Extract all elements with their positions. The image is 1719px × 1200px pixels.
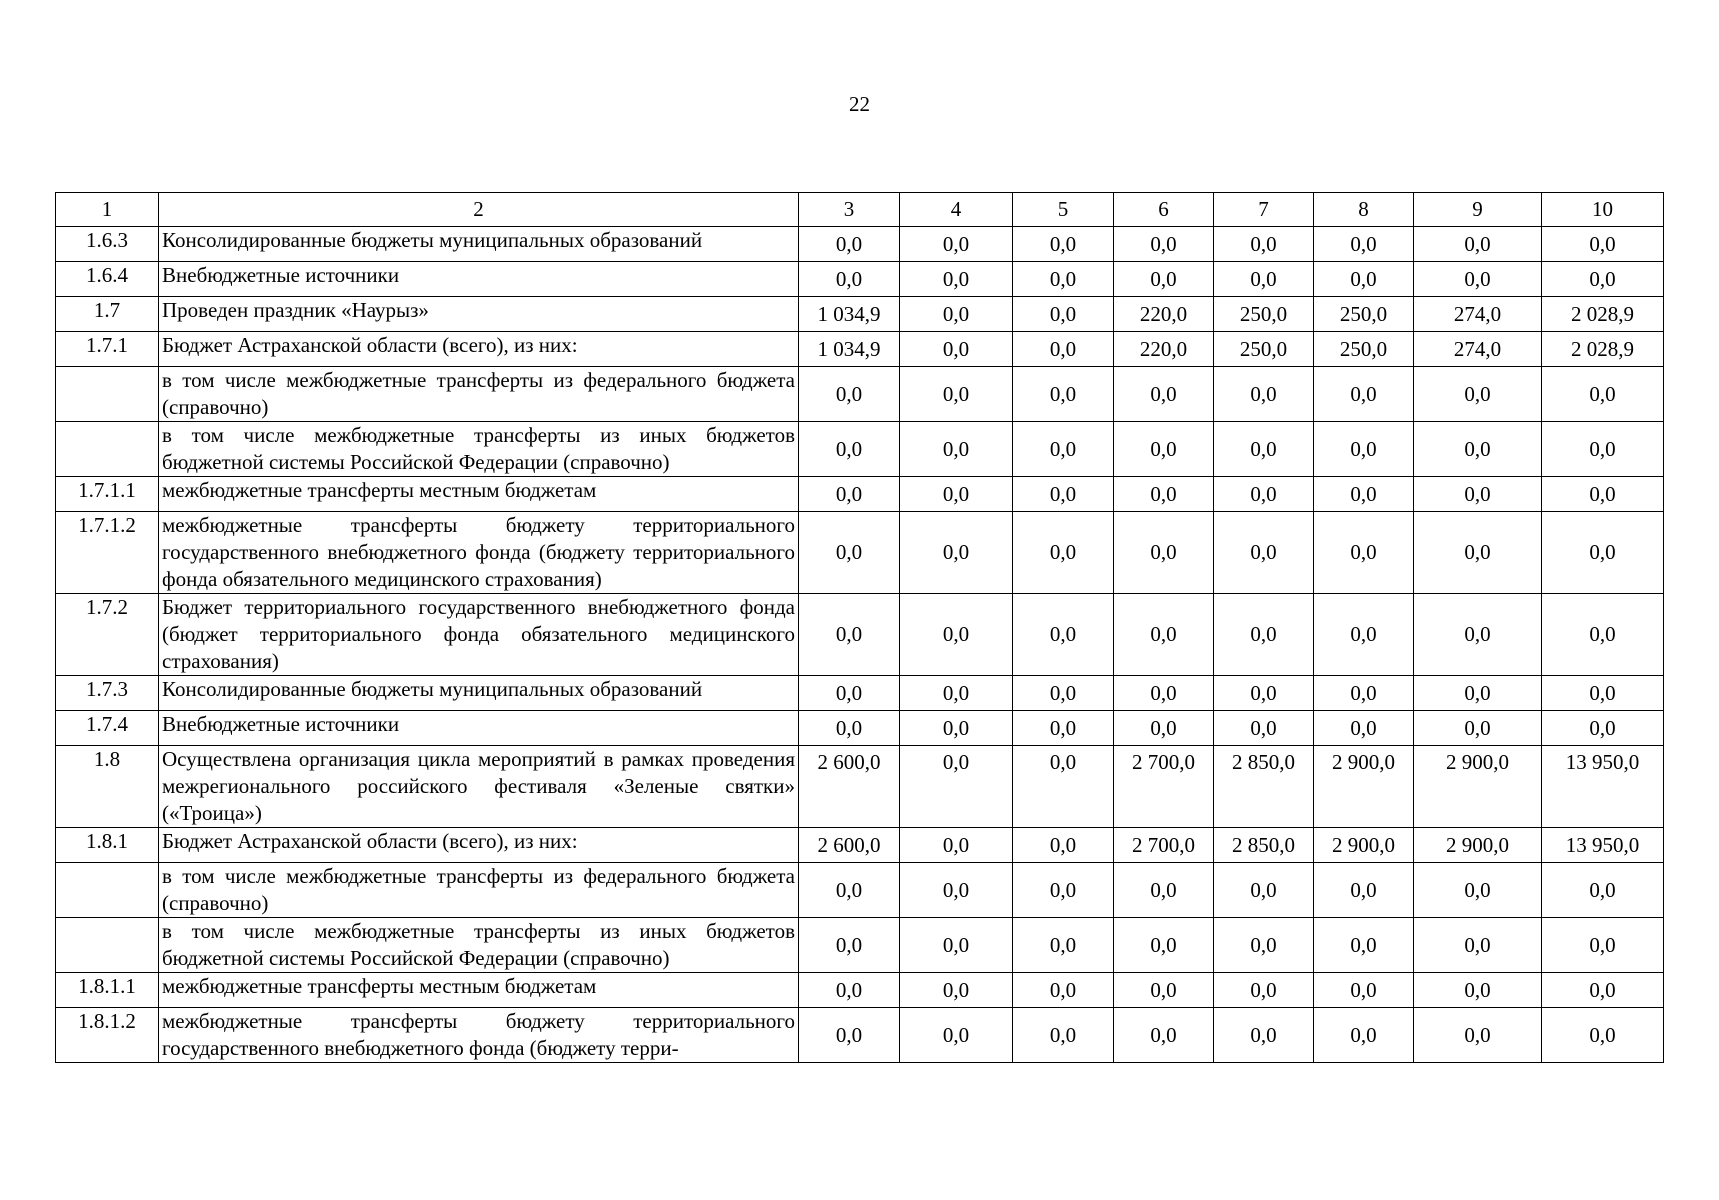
row-value: 0,0 bbox=[1414, 422, 1542, 477]
row-value: 0,0 bbox=[1013, 594, 1114, 676]
row-name: в том числе межбюджетные трансферты из иных бюджетов бюджетной системы Российской Федерации (справочно) bbox=[159, 422, 799, 477]
row-value: 0,0 bbox=[1114, 262, 1214, 297]
row-name: Проведен праздник «Наурыз» bbox=[159, 297, 799, 332]
row-code: 1.8.1 bbox=[56, 828, 159, 863]
column-header: 5 bbox=[1013, 193, 1114, 227]
row-value: 0,0 bbox=[1214, 594, 1314, 676]
table-row bbox=[56, 262, 1664, 297]
row-value: 0,0 bbox=[799, 973, 900, 1008]
row-value: 0,0 bbox=[1214, 262, 1314, 297]
row-code: 1.6.4 bbox=[56, 262, 159, 297]
row-value: 0,0 bbox=[1542, 863, 1664, 918]
table-row bbox=[56, 512, 1664, 594]
row-value: 0,0 bbox=[1114, 477, 1214, 512]
row-value: 0,0 bbox=[1314, 863, 1414, 918]
row-value: 0,0 bbox=[1114, 512, 1214, 594]
row-value: 0,0 bbox=[900, 828, 1013, 863]
row-value: 0,0 bbox=[900, 422, 1013, 477]
row-value: 0,0 bbox=[1314, 477, 1414, 512]
table-row bbox=[56, 227, 1664, 262]
row-value: 0,0 bbox=[900, 262, 1013, 297]
row-value: 0,0 bbox=[799, 227, 900, 262]
row-value: 0,0 bbox=[1314, 367, 1414, 422]
row-value: 0,0 bbox=[1114, 973, 1214, 1008]
table-row bbox=[56, 918, 1664, 973]
row-value: 0,0 bbox=[1414, 227, 1542, 262]
row-value: 0,0 bbox=[1214, 367, 1314, 422]
row-code: 1.7.2 bbox=[56, 594, 159, 676]
row-value: 2 900,0 bbox=[1314, 746, 1414, 828]
column-header: 2 bbox=[159, 193, 799, 227]
row-value: 0,0 bbox=[1114, 918, 1214, 973]
row-value: 0,0 bbox=[900, 227, 1013, 262]
row-value: 0,0 bbox=[1314, 594, 1414, 676]
table-row bbox=[56, 1008, 1664, 1063]
row-value: 2 850,0 bbox=[1214, 746, 1314, 828]
row-value: 274,0 bbox=[1414, 332, 1542, 367]
row-value: 0,0 bbox=[1114, 422, 1214, 477]
row-value: 0,0 bbox=[1414, 477, 1542, 512]
row-value: 0,0 bbox=[799, 863, 900, 918]
row-value: 0,0 bbox=[1542, 262, 1664, 297]
row-value: 0,0 bbox=[1414, 973, 1542, 1008]
row-value: 0,0 bbox=[900, 477, 1013, 512]
row-value: 0,0 bbox=[799, 918, 900, 973]
row-value: 0,0 bbox=[1214, 863, 1314, 918]
row-code bbox=[56, 918, 159, 973]
row-value: 0,0 bbox=[1214, 1008, 1314, 1063]
row-value: 0,0 bbox=[1542, 477, 1664, 512]
row-name: в том числе межбюджетные трансферты из федерального бюджета (справочно) bbox=[159, 863, 799, 918]
row-value: 0,0 bbox=[1414, 711, 1542, 746]
row-value: 0,0 bbox=[1013, 828, 1114, 863]
page-number: 22 bbox=[849, 92, 870, 116]
row-value: 0,0 bbox=[1314, 262, 1414, 297]
column-header: 8 bbox=[1314, 193, 1414, 227]
row-value: 0,0 bbox=[1314, 973, 1414, 1008]
table-body bbox=[56, 227, 1664, 1063]
row-code: 1.6.3 bbox=[56, 227, 159, 262]
row-name: Консолидированные бюджеты муниципальных образований bbox=[159, 676, 799, 711]
row-value: 0,0 bbox=[1542, 1008, 1664, 1063]
row-value: 0,0 bbox=[1542, 973, 1664, 1008]
row-code bbox=[56, 863, 159, 918]
row-name: межбюджетные трансферты местным бюджетам bbox=[159, 477, 799, 512]
column-header: 4 bbox=[900, 193, 1013, 227]
row-value: 0,0 bbox=[1013, 973, 1114, 1008]
row-value: 0,0 bbox=[799, 477, 900, 512]
row-value: 0,0 bbox=[1013, 512, 1114, 594]
row-code: 1.8 bbox=[56, 746, 159, 828]
row-value: 0,0 bbox=[1214, 676, 1314, 711]
table-row bbox=[56, 746, 1664, 828]
row-value: 0,0 bbox=[1414, 676, 1542, 711]
row-code: 1.7.3 bbox=[56, 676, 159, 711]
row-name: межбюджетные трансферты бюджету территориального государственного внебюджетного фонда (бюджету территориального фонда обязательного медицинского страхования) bbox=[159, 512, 799, 594]
row-value: 0,0 bbox=[900, 332, 1013, 367]
column-header: 9 bbox=[1414, 193, 1542, 227]
row-value: 0,0 bbox=[900, 1008, 1013, 1063]
row-value: 0,0 bbox=[1013, 746, 1114, 828]
row-value: 250,0 bbox=[1314, 297, 1414, 332]
table-row bbox=[56, 367, 1664, 422]
row-value: 0,0 bbox=[1414, 594, 1542, 676]
table-row bbox=[56, 477, 1664, 512]
budget-table bbox=[55, 192, 1664, 1063]
row-value: 0,0 bbox=[1542, 594, 1664, 676]
row-value: 1 034,9 bbox=[799, 297, 900, 332]
row-value: 0,0 bbox=[1414, 512, 1542, 594]
row-value: 0,0 bbox=[1542, 918, 1664, 973]
row-value: 0,0 bbox=[1114, 676, 1214, 711]
row-value: 0,0 bbox=[1414, 367, 1542, 422]
table-row bbox=[56, 711, 1664, 746]
row-value: 0,0 bbox=[1542, 676, 1664, 711]
row-value: 0,0 bbox=[900, 512, 1013, 594]
table-row bbox=[56, 828, 1664, 863]
row-value: 0,0 bbox=[799, 1008, 900, 1063]
row-value: 0,0 bbox=[1114, 227, 1214, 262]
row-value: 0,0 bbox=[900, 594, 1013, 676]
row-value: 0,0 bbox=[799, 262, 900, 297]
row-value: 0,0 bbox=[799, 422, 900, 477]
row-value: 0,0 bbox=[1542, 367, 1664, 422]
row-value: 13 950,0 bbox=[1542, 828, 1664, 863]
row-value: 0,0 bbox=[900, 297, 1013, 332]
column-header: 6 bbox=[1114, 193, 1214, 227]
row-value: 0,0 bbox=[1013, 1008, 1114, 1063]
row-value: 0,0 bbox=[799, 367, 900, 422]
row-value: 0,0 bbox=[1013, 477, 1114, 512]
row-value: 13 950,0 bbox=[1542, 746, 1664, 828]
table-row bbox=[56, 332, 1664, 367]
table-row bbox=[56, 422, 1664, 477]
row-code bbox=[56, 367, 159, 422]
row-value: 1 034,9 bbox=[799, 332, 900, 367]
row-code: 1.7.1.1 bbox=[56, 477, 159, 512]
row-value: 220,0 bbox=[1114, 332, 1214, 367]
row-value: 0,0 bbox=[1114, 367, 1214, 422]
row-value: 0,0 bbox=[1214, 477, 1314, 512]
row-value: 250,0 bbox=[1314, 332, 1414, 367]
table-row bbox=[56, 297, 1664, 332]
row-value: 2 850,0 bbox=[1214, 828, 1314, 863]
row-value: 0,0 bbox=[900, 973, 1013, 1008]
column-header: 10 bbox=[1542, 193, 1664, 227]
row-value: 0,0 bbox=[1214, 973, 1314, 1008]
row-name: Бюджет Астраханской области (всего), из них: bbox=[159, 332, 799, 367]
row-value: 0,0 bbox=[1013, 367, 1114, 422]
row-value: 0,0 bbox=[1214, 512, 1314, 594]
row-value: 250,0 bbox=[1214, 297, 1314, 332]
row-value: 2 900,0 bbox=[1314, 828, 1414, 863]
row-value: 0,0 bbox=[1414, 863, 1542, 918]
row-value: 0,0 bbox=[900, 746, 1013, 828]
row-value: 0,0 bbox=[1414, 918, 1542, 973]
table-row bbox=[56, 863, 1664, 918]
table-row bbox=[56, 973, 1664, 1008]
row-value: 0,0 bbox=[1214, 227, 1314, 262]
row-value: 0,0 bbox=[1214, 918, 1314, 973]
row-value: 0,0 bbox=[1542, 512, 1664, 594]
row-value: 0,0 bbox=[1114, 1008, 1214, 1063]
row-value: 0,0 bbox=[1314, 918, 1414, 973]
row-value: 0,0 bbox=[1013, 227, 1114, 262]
row-code: 1.8.1.2 bbox=[56, 1008, 159, 1063]
row-value: 0,0 bbox=[1013, 297, 1114, 332]
row-value: 0,0 bbox=[1314, 1008, 1414, 1063]
row-value: 0,0 bbox=[1314, 227, 1414, 262]
row-value: 0,0 bbox=[1414, 262, 1542, 297]
row-value: 0,0 bbox=[1542, 227, 1664, 262]
row-value: 0,0 bbox=[1114, 711, 1214, 746]
row-value: 0,0 bbox=[1114, 594, 1214, 676]
table-row bbox=[56, 594, 1664, 676]
row-value: 0,0 bbox=[900, 711, 1013, 746]
row-name: Консолидированные бюджеты муниципальных образований bbox=[159, 227, 799, 262]
row-value: 0,0 bbox=[1013, 863, 1114, 918]
row-name: Осуществлена организация цикла мероприятий в рамках проведения межрегионального российского фестиваля «Зеленые святки» («Троица») bbox=[159, 746, 799, 828]
row-value: 0,0 bbox=[1114, 863, 1214, 918]
row-name: Бюджет территориального государственного внебюджетного фонда (бюджет территориального фонда обязательного медицинского страхования) bbox=[159, 594, 799, 676]
row-name: в том числе межбюджетные трансферты из федерального бюджета (справочно) bbox=[159, 367, 799, 422]
row-name: в том числе межбюджетные трансферты из иных бюджетов бюджетной системы Российской Федерации (справочно) bbox=[159, 918, 799, 973]
column-header: 7 bbox=[1214, 193, 1314, 227]
row-name: межбюджетные трансферты местным бюджетам bbox=[159, 973, 799, 1008]
row-value: 2 900,0 bbox=[1414, 828, 1542, 863]
row-value: 0,0 bbox=[1314, 512, 1414, 594]
row-name: Внебюджетные источники bbox=[159, 262, 799, 297]
table-header-row bbox=[56, 193, 1664, 227]
column-header: 3 bbox=[799, 193, 900, 227]
row-value: 0,0 bbox=[1214, 711, 1314, 746]
row-value: 0,0 bbox=[1314, 422, 1414, 477]
row-code: 1.7.1.2 bbox=[56, 512, 159, 594]
row-code: 1.7 bbox=[56, 297, 159, 332]
row-value: 2 600,0 bbox=[799, 828, 900, 863]
row-code: 1.7.1 bbox=[56, 332, 159, 367]
row-value: 0,0 bbox=[900, 367, 1013, 422]
row-value: 0,0 bbox=[1013, 422, 1114, 477]
column-header: 1 bbox=[56, 193, 159, 227]
row-value: 0,0 bbox=[799, 676, 900, 711]
row-value: 0,0 bbox=[1013, 332, 1114, 367]
row-code bbox=[56, 422, 159, 477]
row-value: 0,0 bbox=[1542, 711, 1664, 746]
row-value: 0,0 bbox=[900, 918, 1013, 973]
row-value: 0,0 bbox=[1013, 262, 1114, 297]
row-value: 0,0 bbox=[1013, 711, 1114, 746]
row-name: Бюджет Астраханской области (всего), из них: bbox=[159, 828, 799, 863]
row-value: 220,0 bbox=[1114, 297, 1214, 332]
row-value: 0,0 bbox=[1013, 918, 1114, 973]
row-value: 2 600,0 bbox=[799, 746, 900, 828]
row-value: 0,0 bbox=[1314, 676, 1414, 711]
row-value: 0,0 bbox=[900, 863, 1013, 918]
row-value: 2 028,9 bbox=[1542, 332, 1664, 367]
row-value: 0,0 bbox=[1214, 422, 1314, 477]
row-value: 2 028,9 bbox=[1542, 297, 1664, 332]
row-name: Внебюджетные источники bbox=[159, 711, 799, 746]
row-value: 0,0 bbox=[1314, 711, 1414, 746]
row-code: 1.7.4 bbox=[56, 711, 159, 746]
row-value: 0,0 bbox=[1542, 422, 1664, 477]
row-value: 2 700,0 bbox=[1114, 746, 1214, 828]
row-value: 0,0 bbox=[1013, 676, 1114, 711]
row-value: 0,0 bbox=[799, 512, 900, 594]
row-value: 250,0 bbox=[1214, 332, 1314, 367]
row-value: 0,0 bbox=[799, 711, 900, 746]
row-value: 0,0 bbox=[1414, 1008, 1542, 1063]
row-name: межбюджетные трансферты бюджету территориального государственного внебюджетного фонда (бюджету терри- bbox=[159, 1008, 799, 1063]
row-value: 274,0 bbox=[1414, 297, 1542, 332]
row-value: 2 900,0 bbox=[1414, 746, 1542, 828]
row-value: 0,0 bbox=[900, 676, 1013, 711]
table-row bbox=[56, 676, 1664, 711]
row-code: 1.8.1.1 bbox=[56, 973, 159, 1008]
row-value: 0,0 bbox=[799, 594, 900, 676]
row-value: 2 700,0 bbox=[1114, 828, 1214, 863]
